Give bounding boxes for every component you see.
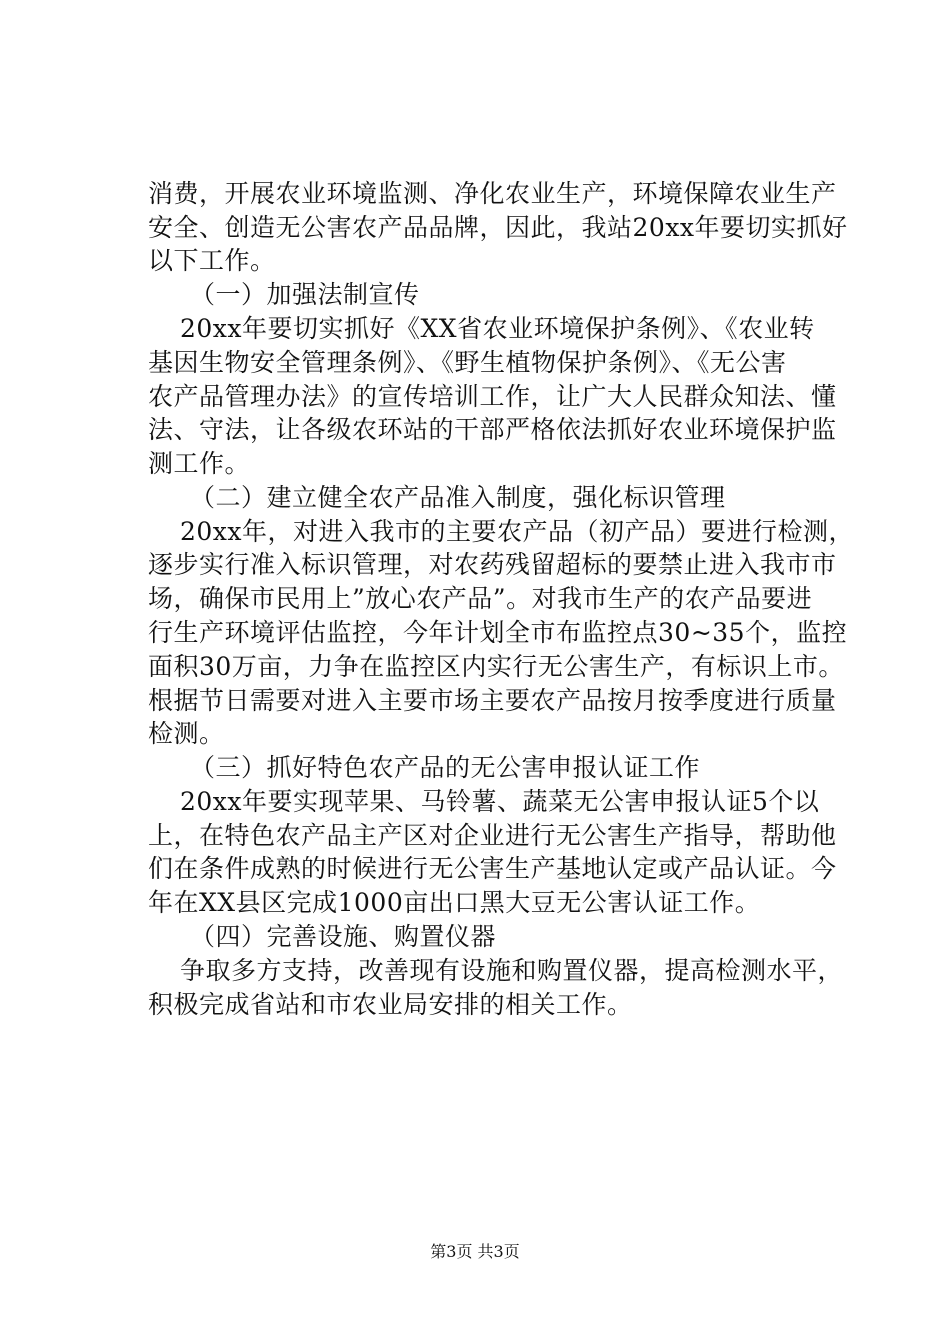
body-text-line: 根据节日需要对进入主要市场主要农产品按月按季度进行质量 [148,686,837,715]
body-text-line: 争取多方支持，改善现有设施和购置仪器，提高检测水平， [180,956,844,985]
body-text-line: 安全、创造无公害农产品品牌，因此，我站20xx年要切实抓好 [148,213,848,242]
body-text-line: 以下工作。 [148,246,276,275]
section-heading-3: （三）抓好特色农产品的无公害申报认证工作 [190,753,701,782]
body-text-line: 基因生物安全管理条例》、《野生植物保护条例》、《无公害 [148,348,787,377]
body-text-line: 检测。 [148,719,225,748]
section-heading-1: （一）加强法制宣传 [190,280,420,309]
body-text-line: 积极完成省站和市农业局安排的相关工作。 [148,990,633,1019]
section-heading-4: （四）完善设施、购置仪器 [190,922,497,951]
body-text-line: 行生产环境评估监控，今年计划全市布监控点30~35个，监控 [148,618,848,647]
body-text-line: 农产品管理办法》的宣传培训工作，让广大人民群众知法、懂 [148,382,837,411]
body-text-line: 年在XX县区完成1000亩出口黑大豆无公害认证工作。 [148,888,761,917]
body-text-line: 20xx年，对进入我市的主要农产品（初产品）要进行检测， [180,517,855,546]
body-text-line: 面积30万亩，力争在监控区内实行无公害生产，有标识上市。 [148,652,844,681]
section-heading-2: （二）建立健全农产品准入制度，强化标识管理 [190,483,726,512]
body-text-line: 逐步实行准入标识管理，对农药残留超标的要禁止进入我市市 [148,550,837,579]
body-text-line: 测工作。 [148,449,251,478]
body-text-line: 20xx年要切实抓好《XX省农业环境保护条例》、《农业转 [180,314,815,343]
body-text-line: 上，在特色农产品主产区对企业进行无公害生产指导，帮助他 [148,821,837,850]
body-text-line: 们在条件成熟的时候进行无公害生产基地认定或产品认证。今 [148,854,837,883]
body-text-line: 20xx年要实现苹果、马铃薯、蔬菜无公害申报认证5个以 [180,787,820,816]
page-footer: 第3页 共3页 [430,1242,520,1261]
body-text-line: 消费，开展农业环境监测、净化农业生产，环境保障农业生产 [148,179,837,208]
body-text-line: 法、守法，让各级农环站的干部严格依法抓好农业环境保护监 [148,415,837,444]
body-text-line: 场，确保市民用上”放心农产品”。对我市生产的农产品要进 [148,584,813,613]
